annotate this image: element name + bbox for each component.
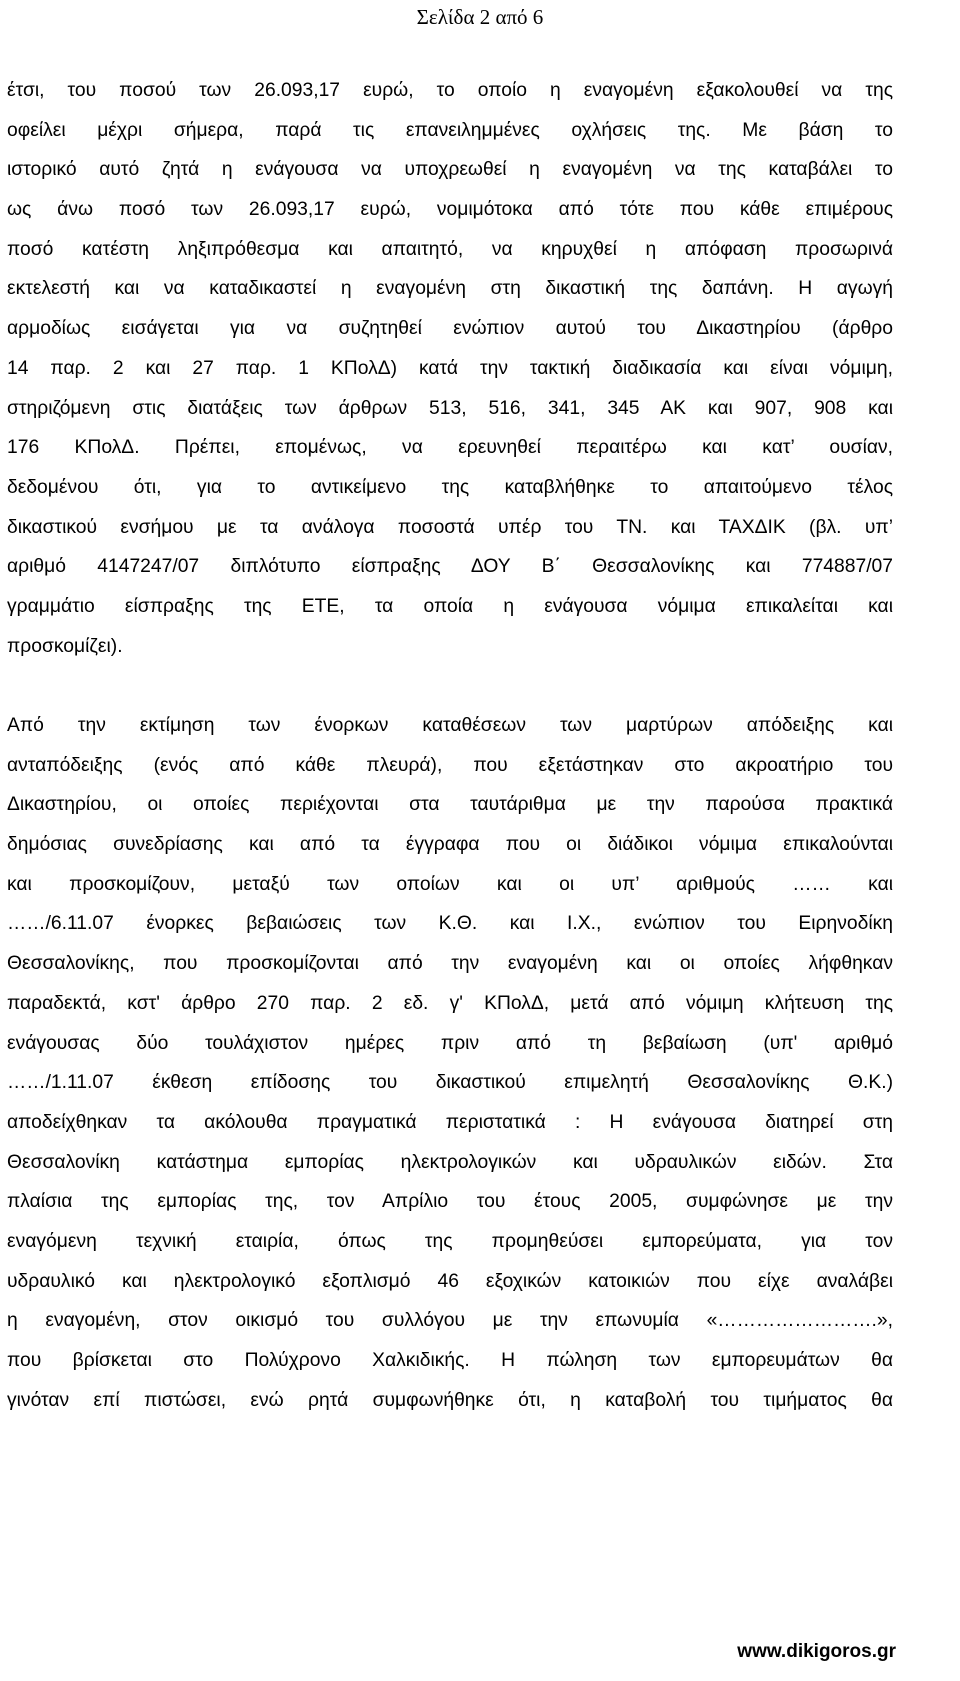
text-line: εκτελεστή και να καταδικαστεί η εναγομένη στη δικαστική της δαπάνη. Η αγωγή [7, 278, 893, 300]
text-line: ……/6.11.07 ένορκες βεβαιώσεις των Κ.Θ. και Ι.Χ., ενώπιον του Ειρηνοδίκη [7, 913, 893, 935]
text-line: ανταπόδειξης (ενός από κάθε πλευρά), που εξετάστηκαν στο ακροατήριο του [7, 754, 893, 776]
text-line: η εναγομένη, στον οικισμό του συλλόγου με την επωνυμία «…………………….», [7, 1310, 893, 1332]
text-line: πλαίσια της εμπορίας της, τον Απρίλιο του έτους 2005, συμφώνησε με την [7, 1191, 893, 1213]
text-line: 176 ΚΠολΔ. Πρέπει, επομένως, να ερευνηθεί περαιτέρω και κατ’ ουσίαν, [7, 437, 893, 459]
text-line: δημόσιας συνεδρίασης και από τα έγγραφα που οι διάδικοι νόμιμα επικαλούνται [7, 834, 893, 856]
text-line: αριθμό 4147247/07 διπλότυπο είσπραξης ΔΟΥ Β΄ Θεσσαλονίκης και 774887/07 [7, 556, 893, 578]
document-body [7, 71, 893, 1420]
text-line: Δικαστηρίου, οι οποίες περιέχονται στα ταυτάριθμα με την παρούσα πρακτικά [7, 794, 893, 816]
page-number-header: Σελίδα 2 από 6 [416, 5, 544, 29]
text-line: ……/1.11.07 έκθεση επίδοσης του δικαστικού επιμελητή Θεσσαλονίκης Θ.Κ.) [7, 1072, 893, 1094]
text-line: ως άνω ποσό των 26.093,17 ευρώ, νομιμότοκα από τότε που κάθε επιμέρους [7, 199, 893, 221]
text-line: αρμοδίως εισάγεται για να συζητηθεί ενώπιον αυτού του Δικαστηρίου (άρθρο [7, 318, 893, 340]
text-line: στηριζόμενη στις διατάξεις των άρθρων 513, 516, 341, 345 ΑΚ και 907, 908 και [7, 397, 893, 419]
website-footer: www.dikigoros.gr [737, 1641, 896, 1662]
paragraph-1 [7, 71, 893, 666]
text-line: και προσκομίζουν, μεταξύ των οποίων και οι υπ’ αριθμούς …… και [7, 873, 893, 895]
text-line: οφείλει μέχρι σήμερα, παρά τις επανειλημμένες οχλήσεις της. Με βάση το [7, 119, 893, 141]
text-line: δικαστικού ενσήμου με τα ανάλογα ποσοστά υπέρ του ΤΝ. και ΤΑΧΔΙΚ (βλ. υπ’ [7, 516, 893, 538]
text-line: 14 παρ. 2 και 27 παρ. 1 ΚΠολΔ) κατά την τακτική διαδικασία και είναι νόμιμη, [7, 357, 893, 379]
text-line: ενάγουσας δύο τουλάχιστον ημέρες πριν από τη βεβαίωση (υπ' αριθμό [7, 1032, 893, 1054]
text-line: προσκομίζει). [7, 635, 123, 657]
text-line: ιστορικό αυτό ζητά η ενάγουσα να υποχρεωθεί η εναγομένη να της καταβάλει το [7, 159, 893, 181]
text-line: ποσό κατέστη ληξιπρόθεσμα και απαιτητό, να κηρυχθεί η απόφαση προσωρινά [7, 238, 893, 260]
text-line: υδραυλικό και ηλεκτρολογικό εξοπλισμό 46 εξοχικών κατοικιών που είχε αναλάβει [7, 1270, 893, 1292]
text-line: που βρίσκεται στο Πολύχρονο Χαλκιδικής. Η πώληση των εμπορευμάτων θα [7, 1350, 893, 1371]
text-line: γραμμάτιο είσπραξης της ΕΤΕ, τα οποία η ενάγουσα νόμιμα επικαλείται και [7, 595, 893, 617]
text-line: Θεσσαλονίκη κατάστημα εμπορίας ηλεκτρολογικών και υδραυλικών ειδών. Στα [7, 1151, 893, 1173]
text-line: αποδείχθηκαν τα ακόλουθα πραγματικά περιστατικά : Η ενάγουσα διατηρεί στη [7, 1111, 893, 1133]
text-line: παραδεκτά, κστ' άρθρο 270 παρ. 2 εδ. γ' ΚΠολΔ, μετά από νόμιμη κλήτευση της [7, 992, 893, 1014]
paragraph-spacer [7, 666, 893, 706]
text-line: δεδομένου ότι, για το αντικείμενο της καταβλήθηκε το απαιτούμενο τέλος [7, 476, 893, 498]
paragraph-2 [7, 706, 893, 1420]
text-line: Από την εκτίμηση των ένορκων καταθέσεων των μαρτύρων απόδειξης και [7, 715, 893, 736]
text-line: έτσι, του ποσού των 26.093,17 ευρώ, το οποίο η εναγομένη εξακολουθεί να της [7, 80, 893, 101]
text-line: εναγόμενη τεχνική εταιρία, όπως της προμηθεύσει εμπορεύματα, για τον [7, 1230, 893, 1252]
text-line: γινόταν επί πιστώσει, ενώ ρητά συμφωνήθηκε ότι, η καταβολή του τιμήματος θα [7, 1389, 893, 1411]
text-line: Θεσσαλονίκης, που προσκομίζονται από την εναγομένη και οι οποίες λήφθηκαν [7, 953, 893, 975]
